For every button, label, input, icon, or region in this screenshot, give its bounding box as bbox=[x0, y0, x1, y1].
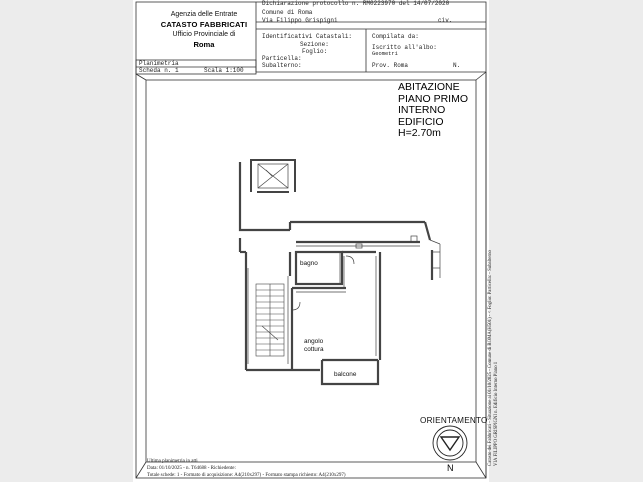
particella-label: Particella: bbox=[262, 55, 302, 62]
room-label-balcone: balcone bbox=[334, 371, 357, 378]
floor-label: PIANO PRIMO bbox=[398, 92, 469, 105]
north-label: N bbox=[447, 463, 454, 473]
comune-line: Comune di Roma bbox=[262, 9, 313, 16]
compiled-by-label: Compilata da: bbox=[372, 33, 419, 40]
floor-plan bbox=[240, 160, 440, 384]
subalterno-label: Subalterno: bbox=[262, 62, 302, 69]
footer-format: Totale schede: 1 - Formato di acquisizione: A4(210x297) - Formato stampa richiesto: A4(210x297) bbox=[147, 473, 346, 478]
protocol-line: Dichiarazione protocollo n. RM0223970 del 14/07/2020 bbox=[262, 0, 450, 7]
scheda-label: Scheda n. 1 bbox=[139, 67, 179, 74]
footer-last-plan: Ultima planimetria in atti bbox=[147, 459, 198, 464]
number-label: N. bbox=[453, 62, 461, 69]
unit-title-block bbox=[398, 82, 468, 140]
sheet-frame bbox=[136, 2, 486, 478]
room-label-bagno: bagno bbox=[300, 260, 318, 267]
unit-type: ABITAZIONE bbox=[398, 81, 460, 93]
side-situation-text: Catasto dei Fabbricati - Situazione al 01/10/2025 - Comune di ROMA(H501) - < Foglio: Particella: - Subalterno bbox=[488, 250, 493, 466]
sezione-label: Sezione: bbox=[300, 41, 329, 48]
profession-label: Geometri bbox=[372, 51, 398, 57]
civic-label: civ. bbox=[438, 17, 453, 24]
province-label: Prov. Roma bbox=[372, 62, 409, 69]
address-line: Via Filippo Grispigni bbox=[262, 17, 338, 24]
scale-label: Scala 1:100 bbox=[204, 67, 244, 74]
interior-label: INTERNO bbox=[398, 104, 446, 116]
catasto-title: CATASTO FABBRICATI bbox=[160, 20, 248, 29]
planimetria-label: Planimetria bbox=[139, 60, 179, 67]
side-address-text: VIA FILIPPO GRISPIGNI n. Edificio Interno Piano 1 bbox=[494, 361, 499, 466]
room-label-cottura: cottura bbox=[304, 346, 324, 353]
ident-title: Identificativi Catastali: bbox=[262, 33, 353, 40]
north-compass bbox=[433, 426, 467, 460]
building-label: EDIFICIO bbox=[398, 115, 444, 128]
orientation-label: ORIENTAMENTO bbox=[420, 416, 488, 425]
agency-name: Agenzia delle Entrate bbox=[170, 11, 238, 18]
registered-label: Iscritto all'albo: bbox=[372, 44, 437, 51]
office-name: Ufficio Provinciale di bbox=[172, 31, 236, 38]
office-city: Roma bbox=[193, 40, 215, 49]
agency-block bbox=[152, 10, 256, 50]
room-label-angolo: angolo bbox=[304, 338, 324, 345]
foglio-label: Foglio: bbox=[302, 48, 328, 55]
footer-request: Data: 01/10/2025 - n. T64688 - Richiedente: bbox=[147, 466, 236, 471]
height-label: H=2.70m bbox=[398, 127, 441, 139]
